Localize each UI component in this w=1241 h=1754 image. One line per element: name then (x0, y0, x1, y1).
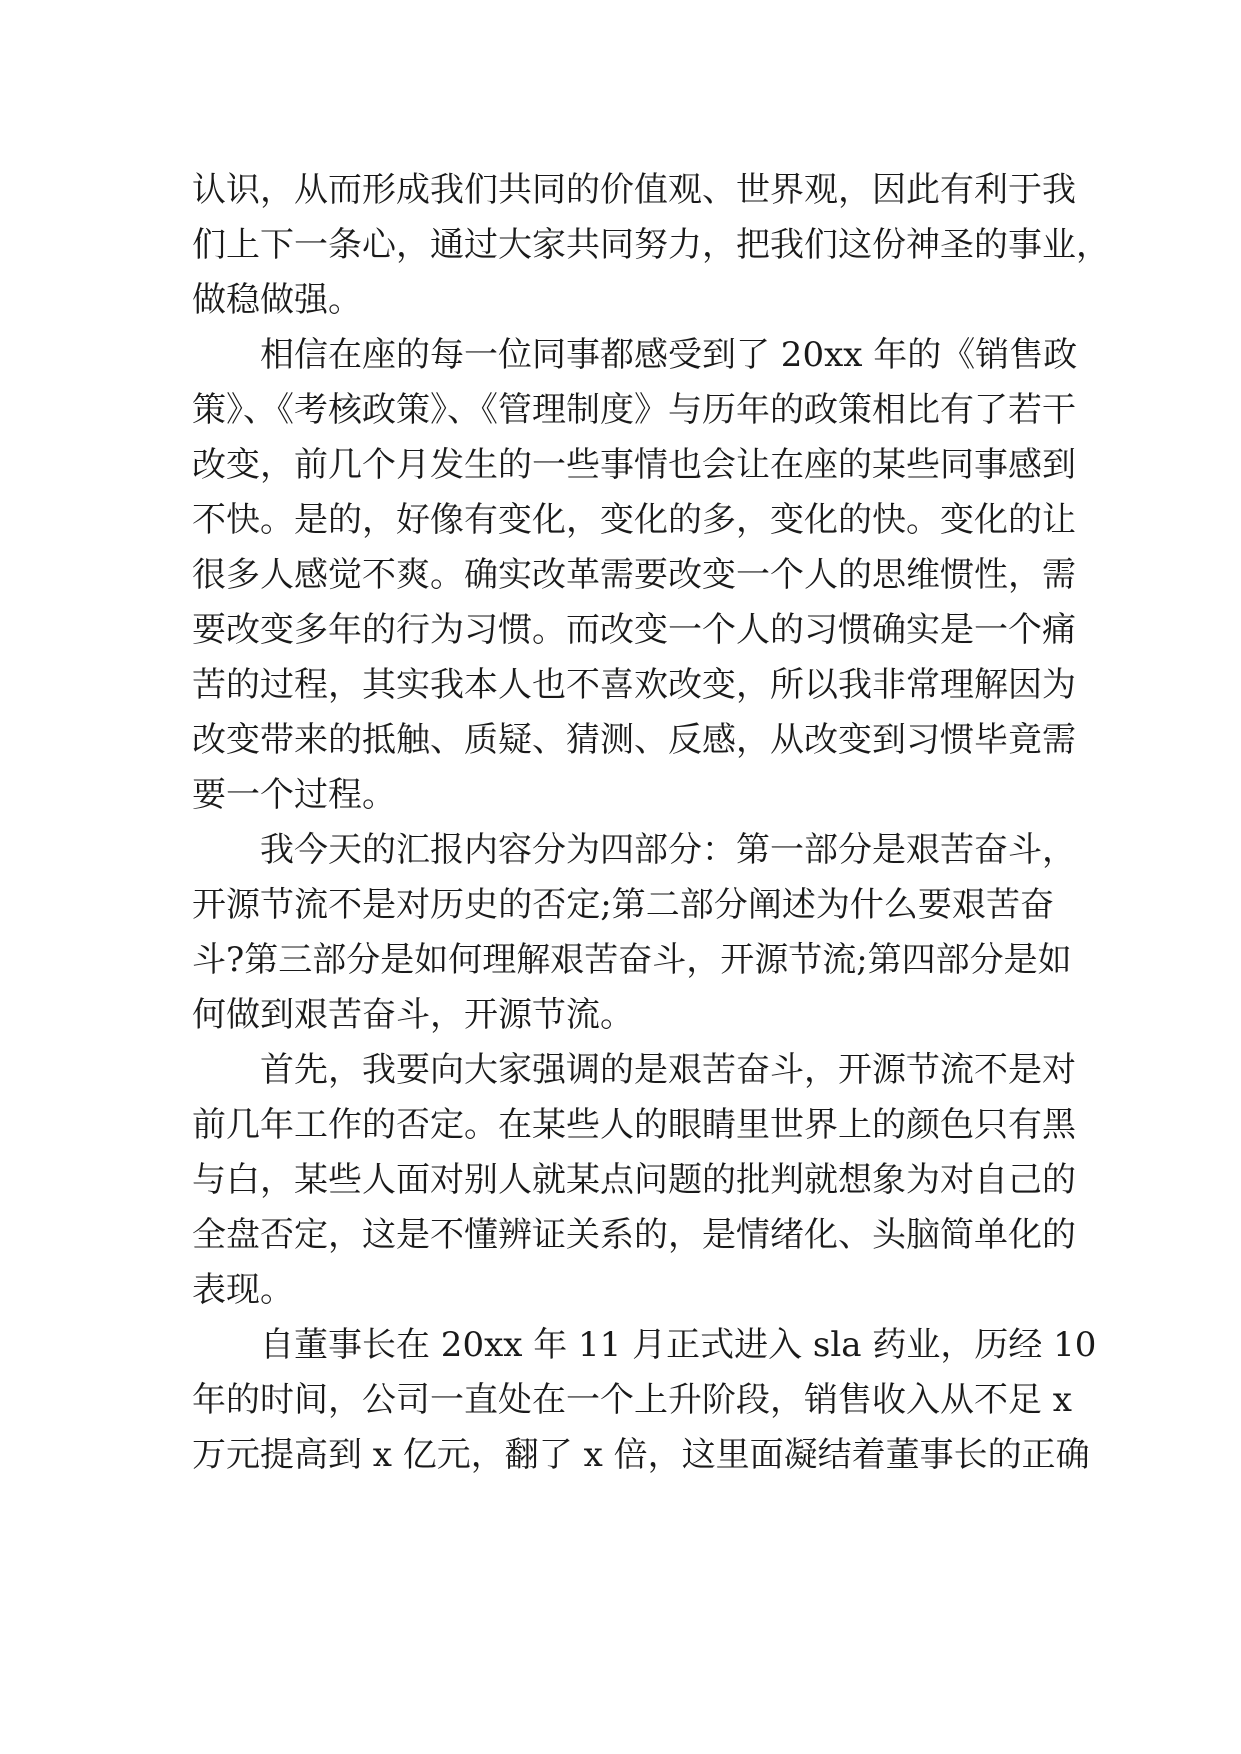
text-line: 斗?第三部分是如何理解艰苦奋斗，开源节流;第四部分是如 (192, 940, 1072, 980)
text-line: 与白，某些人面对别人就某点问题的批判就想象为对自己的 (192, 1160, 1076, 1200)
text-line: 苦的过程，其实我本人也不喜欢改变，所以我非常理解因为 (192, 665, 1076, 705)
text-line: 我今天的汇报内容分为四部分：第一部分是艰苦奋斗， (260, 830, 1076, 870)
paragraph (192, 1043, 1076, 1318)
text-line: 要一个过程。 (192, 775, 396, 815)
text-line: 们上下一条心，通过大家共同努力，把我们这份神圣的事业， (192, 225, 1110, 265)
paragraph (192, 1318, 1097, 1483)
text-line: 相信在座的每一位同事都感受到了 20xx 年的《销售政 (260, 335, 1078, 375)
text-line: 改变，前几个月发生的一些事情也会让在座的某些同事感到 (192, 445, 1076, 485)
text-line: 很多人感觉不爽。确实改革需要改变一个人的思维惯性，需 (192, 555, 1076, 595)
text-line: 万元提高到 x 亿元，翻了 x 倍，这里面凝结着董事长的正确 (192, 1435, 1090, 1475)
text-line: 认识，从而形成我们共同的价值观、世界观，因此有利于我 (192, 170, 1076, 210)
text-line: 不快。是的，好像有变化，变化的多，变化的快。变化的让 (192, 500, 1076, 540)
paragraph (192, 823, 1076, 1043)
paragraph (192, 328, 1078, 823)
text-line: 开源节流不是对历史的否定;第二部分阐述为什么要艰苦奋 (192, 885, 1054, 925)
text-line: 表现。 (192, 1270, 294, 1310)
text-line: 策》、《考核政策》、《管理制度》与历年的政策相比有了若干 (192, 390, 1076, 430)
text-line: 改变带来的抵触、质疑、猜测、反感，从改变到习惯毕竟需 (192, 720, 1076, 760)
text-line: 何做到艰苦奋斗，开源节流。 (192, 995, 634, 1035)
paragraph (192, 163, 1110, 328)
body-text (192, 163, 1110, 1483)
text-line: 全盘否定，这是不懂辨证关系的，是情绪化、头脑简单化的 (192, 1215, 1076, 1255)
text-line: 自董事长在 20xx 年 11 月正式进入 sla 药业，历经 10 (260, 1325, 1097, 1365)
text-line: 要改变多年的行为习惯。而改变一个人的习惯确实是一个痛 (192, 610, 1076, 650)
text-line: 前几年工作的否定。在某些人的眼睛里世界上的颜色只有黑 (192, 1105, 1076, 1145)
text-line: 年的时间，公司一直处在一个上升阶段，销售收入从不足 x (192, 1380, 1072, 1420)
text-line: 首先，我要向大家强调的是艰苦奋斗，开源节流不是对 (260, 1050, 1076, 1090)
text-line: 做稳做强。 (192, 280, 362, 320)
